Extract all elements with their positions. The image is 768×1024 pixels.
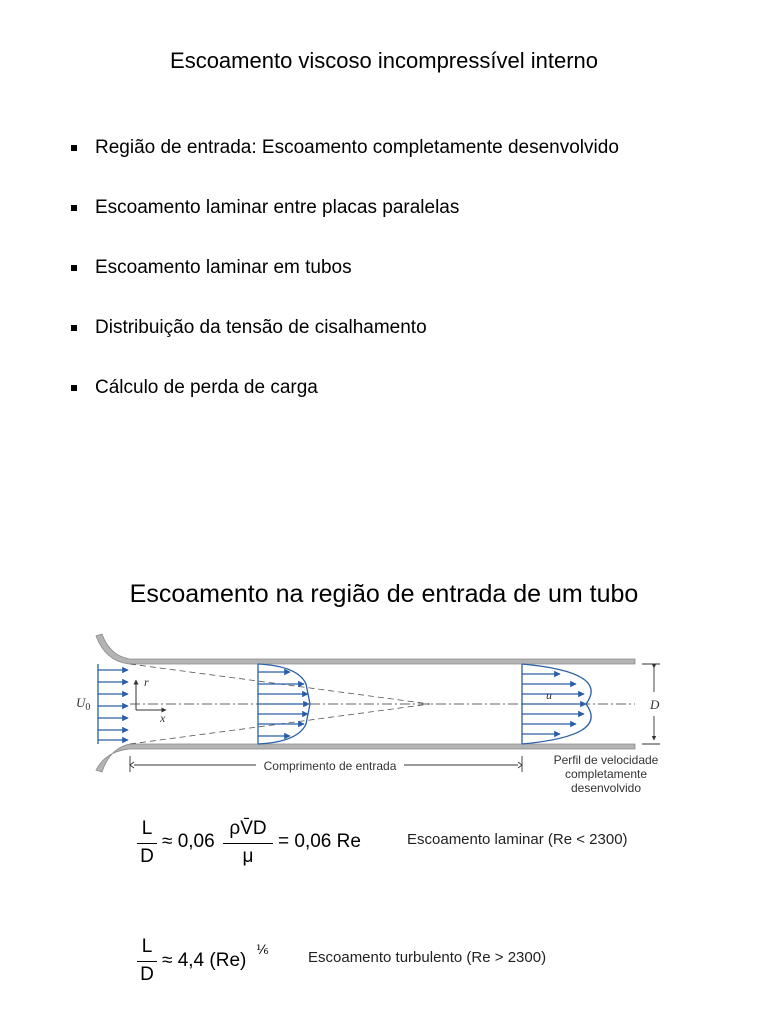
approx-coefficient: ≈ 0,06	[162, 831, 215, 852]
d-label: D	[650, 697, 660, 712]
list-item	[70, 316, 619, 376]
mid-fraction-bar	[223, 843, 273, 844]
exponent: ⅙	[256, 942, 269, 957]
turbulent-note: Escoamento turbulento (Re > 2300)	[308, 949, 547, 966]
list-item-text: Escoamento laminar em tubos	[95, 257, 352, 278]
mid-numerator: ρV̄D	[229, 818, 267, 839]
pipe-entrance-diagram	[70, 632, 670, 802]
rhs-expression: = 0,06 Re	[278, 831, 361, 852]
bullet-square-icon	[71, 325, 77, 331]
profile-label-line3: desenvolvido	[570, 781, 642, 795]
list-item-text: Região de entrada: Escoamento completamente desenvolvido	[95, 137, 619, 158]
lhs-numerator: L	[141, 936, 153, 957]
list-item-text: Cálculo de perda de carga	[95, 377, 318, 398]
lhs-fraction-bar	[137, 961, 157, 962]
list-item	[70, 256, 619, 316]
mid-denominator: μ	[242, 846, 254, 867]
bullet-square-icon	[71, 265, 77, 271]
profile-label-line2: completamente	[564, 767, 648, 781]
entry-length-label: Comprimento de entrada	[263, 759, 397, 773]
list-item-text: Escoamento laminar entre placas paralelas	[95, 197, 460, 218]
u-label: u	[546, 688, 552, 702]
developing-profile	[258, 664, 310, 744]
lhs-numerator: L	[141, 818, 153, 839]
lhs-denominator: D	[140, 964, 154, 985]
laminar-note: Escoamento laminar (Re < 2300)	[407, 831, 628, 848]
x-label: x	[160, 711, 166, 725]
fully-developed-profile	[522, 664, 591, 744]
list-item-text: Distribuição da tensão de cisalhamento	[95, 317, 427, 338]
rhs-expression: ≈ 4,4 (Re)	[162, 950, 247, 971]
bullet-square-icon	[71, 205, 77, 211]
profile-label-line1: Perfil de velocidade	[553, 753, 659, 767]
lhs-denominator: D	[140, 846, 154, 867]
list-item	[70, 196, 619, 256]
slide-title: Escoamento viscoso incompressível interno	[170, 48, 598, 73]
list-item	[70, 136, 619, 196]
uniform-inlet-profile	[98, 664, 128, 744]
bullet-square-icon	[71, 145, 77, 151]
lhs-fraction-bar	[137, 843, 157, 844]
list-item	[70, 376, 619, 436]
topic-list	[70, 136, 619, 436]
r-label: r	[144, 675, 149, 689]
section-title: Escoamento na região de entrada de um tubo	[129, 580, 639, 608]
upper-pipe-wall	[96, 634, 635, 664]
u0-label: $U_0$	[76, 695, 91, 713]
bullet-square-icon	[71, 385, 77, 391]
